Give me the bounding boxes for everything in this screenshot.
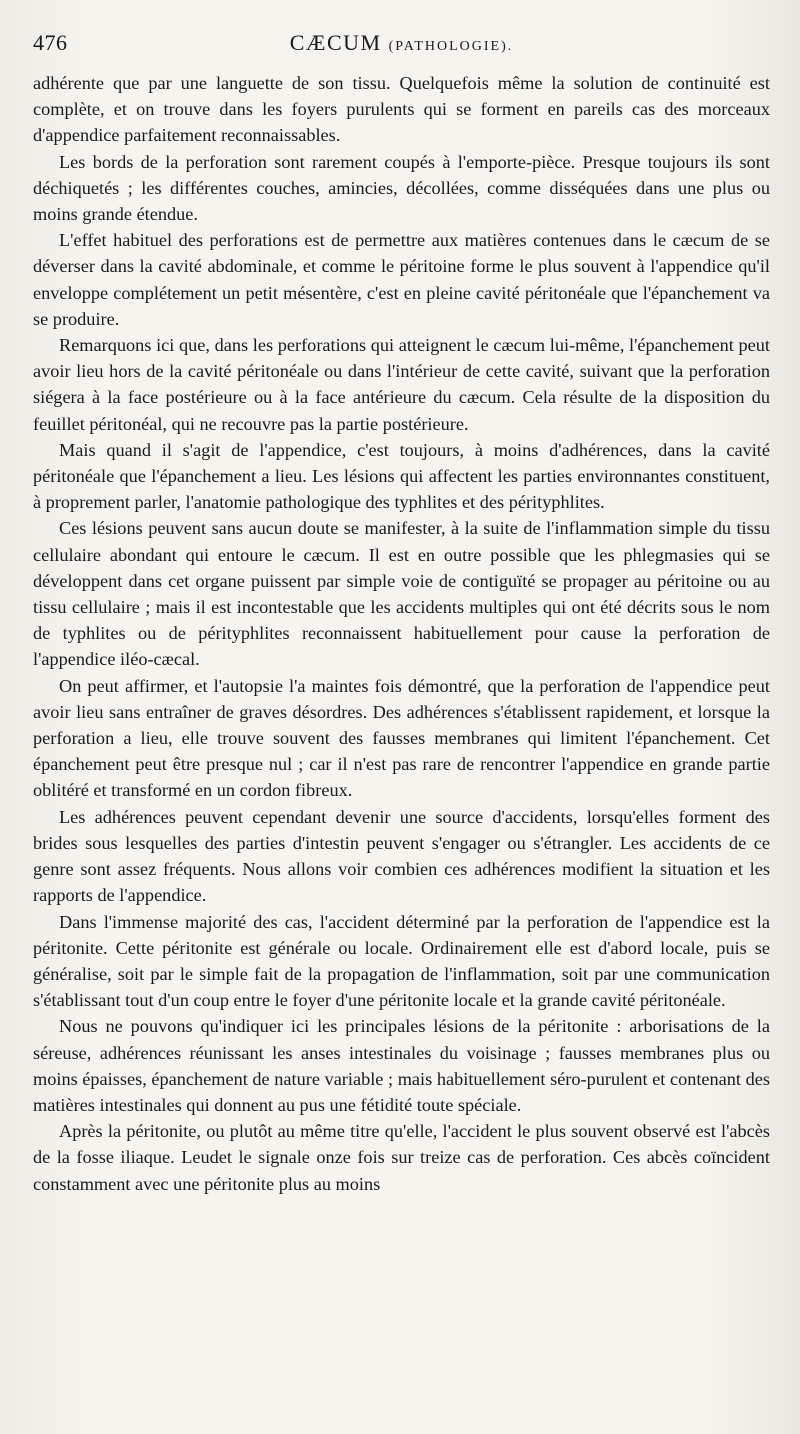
paragraph: On peut affirmer, et l'autopsie l'a maintes fois démontré, que la perforation de l'appendice peut avoir lieu sans entraîner de graves désordres. Des adhérences s'établissent rapidement, et lorsque la perforation a lieu, elle trouve souvent des fausses membranes qui limitent l'épanchement. Cet épanchement peut être presque nul ; car il n'est pas rare de rencontrer l'appendice en grande partie oblitéré et transformé en un cordon fibreux. — [33, 675, 770, 801]
paragraph: Après la péritonite, ou plutôt au même titre qu'elle, l'accident le plus souvent observé est l'abcès de la fosse iliaque. Leudet le signale onze fois sur treize cas de perforation. Ces abcès coïncident constamment avec une péritonite plus au moins — [33, 1121, 770, 1194]
paragraph: Mais quand il s'agit de l'appendice, c'est toujours, à moins d'adhérences, dans la cavité péritonéale que l'épanchement a lieu. Les lésions qui affectent les parties environnantes constituent, à proprement parler, l'anatomie pathologique des typhlites et des pérityphlites. — [33, 439, 770, 513]
paragraph: Les adhérences peuvent cependant devenir une source d'accidents, lorsqu'elles forment des brides sous lesquelles des parties d'intestin peuvent s'engager ou s'étrangler. Les accidents de ce genre sont assez fréquents. Nous allons voir combien ces adhérences modifient la situation et les rapports de l'appendice. — [33, 806, 770, 906]
paragraph: Ces lésions peuvent sans aucun doute se manifester, à la suite de l'inflammation simple du tissu cellulaire abondant qui entoure le cæcum. Il est en outre possible que les phlegmasies qui se développent dans cet organe puissent par simple voie de contiguïté se propager au péritoine ou au tissu cellulaire ; mais il est incontestable que les accidents multiples qui ont été décrits sous le nom de typhlites ou de pérityphlites reconnaissent habituellement pour cause la perforation de l'appendice iléo-cæcal. — [33, 518, 770, 670]
page-number: 476 — [33, 30, 68, 55]
running-title — [33, 30, 770, 56]
paragraph: adhérente que par une languette de son tissu. Quelquefois même la solution de continuité est complète, et on trouve dans les foyers purulents qui se forment en pareils cas des morceaux d'appendice parfaitement reconnaissables. — [33, 73, 770, 146]
paragraph: Remarquons ici que, dans les perforations qui atteignent le cæcum lui-même, l'épanchement peut avoir lieu hors de la cavité péritonéale ou dans l'intérieur de cette cavité, suivant que la perforation siégera à la face postérieure ou à la face antérieure du cæcum. Cela résulte de la disposition du feuillet péritonéal, qui ne recouvre pas la partie postérieure. — [33, 335, 770, 434]
paragraph: Nous ne pouvons qu'indiquer ici les principales lésions de la péritonite : arborisations de la séreuse, adhérences réunissant les anses intestinales du voisinage ; fausses membranes plus ou moins épaisses, épanchement de nature variable ; mais habituellement séro-purulent et contenant des matières intestinales qui donnent au pus une fétidité toute spéciale. — [33, 1016, 770, 1115]
paragraph: Les bords de la perforation sont rarement coupés à l'emporte-pièce. Presque toujours ils sont déchiquetés ; les différentes couches, amincies, décollées, comme disséquées dans une plus ou moins grande étendue. — [33, 151, 770, 225]
body-text — [33, 70, 770, 1197]
running-head — [33, 30, 770, 64]
paragraph: Dans l'immense majorité des cas, l'accident déterminé par la perforation de l'appendice est la péritonite. Cette péritonite est générale ou locale. Ordinairement elle est d'abord locale, puis se généralise, soit par le simple fait de la propagation de l'inflammation, soit par une communication s'établissant tout d'un coup entre le foyer d'une péritonite locale et la grande cavité péritonéale. — [33, 911, 770, 1011]
running-title-main: CÆCUM — [289, 30, 382, 55]
paragraph: L'effet habituel des perforations est de permettre aux matières contenues dans le cæcum de se déverser dans la cavité abdominale, et comme le péritoine forme le plus souvent à l'appendice qu'il enveloppe complétement un petit mésentère, c'est en pleine cavité péritonéale que l'épanchement va se produire. — [33, 230, 770, 329]
running-title-subtitle: (PATHOLOGIE). — [388, 39, 514, 54]
